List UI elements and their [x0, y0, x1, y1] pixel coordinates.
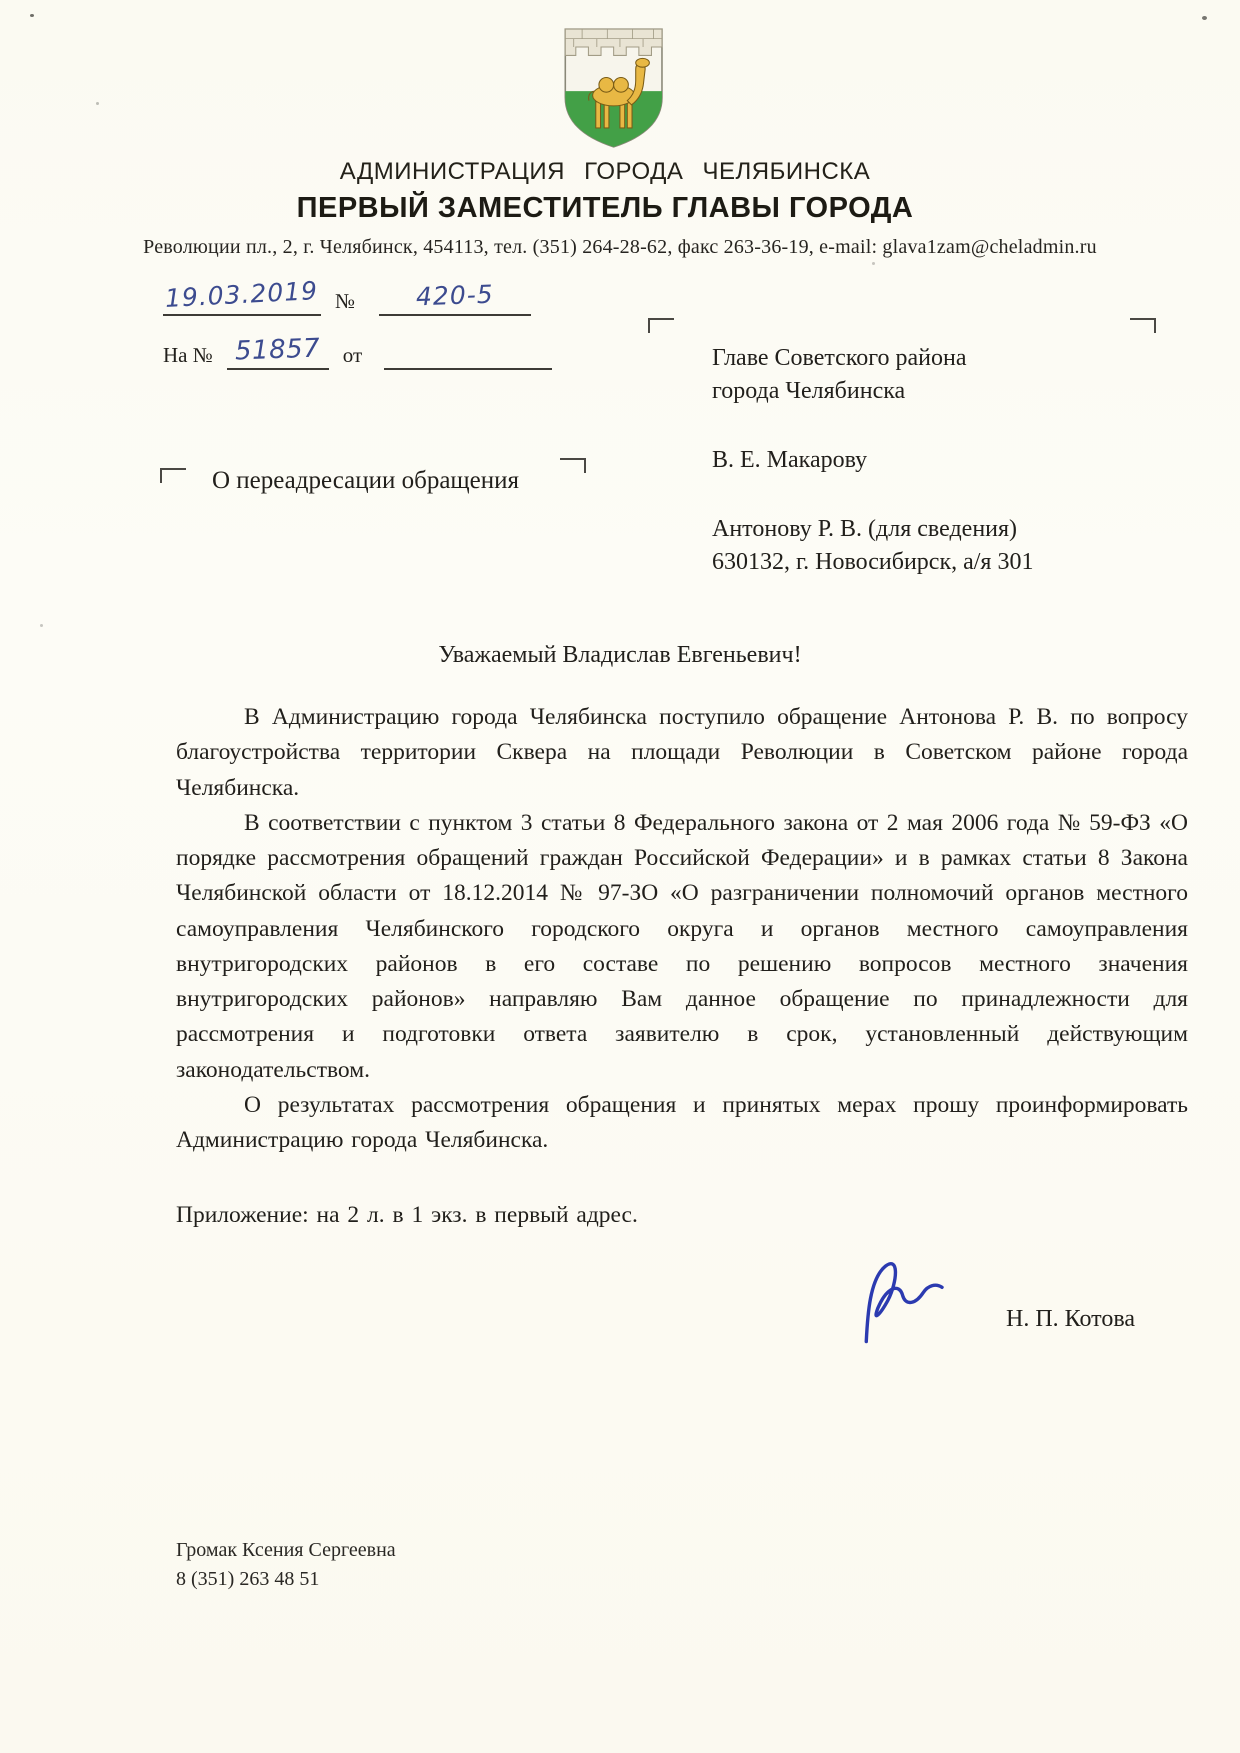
recipient-zone-corner-top-right	[1130, 318, 1156, 333]
salutation: Уважаемый Владислав Евгеньевич!	[438, 642, 802, 668]
body-paragraph: О результатах рассмотрения обращения и принятых мерах прошу проинформировать Администрацию города Челябинска.	[176, 1091, 1188, 1153]
chelyabinsk-coat-of-arms-icon	[561, 26, 667, 155]
handwritten-incoming-number: 51857	[234, 333, 321, 367]
subject-zone-corner-right	[560, 458, 586, 473]
recipient-line: 630132, г. Новосибирск, а/я 301	[712, 549, 1034, 576]
scan-speck	[96, 102, 99, 105]
subject-zone-corner-left	[160, 468, 186, 483]
executor-phone: 8 (351) 263 48 51	[176, 1568, 320, 1590]
executor-block	[176, 1536, 396, 1594]
date-number-row	[163, 276, 583, 316]
recipient-line: Антонову Р. В. (для сведения)	[712, 516, 1018, 543]
incoming-label: На №	[163, 343, 213, 367]
official-title: ПЕРВЫЙ ЗАМЕСТИТЕЛЬ ГЛАВЫ ГОРОДА	[296, 192, 914, 224]
recipient-line: Главе Советского района	[712, 345, 967, 371]
outgoing-number-field	[379, 279, 531, 316]
recipient-line: В. Е. Макарову	[712, 447, 868, 474]
scan-speck	[872, 262, 875, 265]
letter-subject: О переадресации обращения	[212, 467, 520, 494]
letter-body	[176, 700, 1188, 1234]
scan-speck	[1202, 16, 1207, 20]
scan-speck	[40, 624, 43, 627]
handwritten-outgoing-number: 420-5	[415, 279, 495, 312]
body-paragraph: В Администрацию города Челябинска поступило обращение Антонова Р. В. по вопросу благоустройства территории Сквера на площади Революции в Советском районе города Челябинска.	[176, 704, 1188, 801]
recipient-line: города Челябинска	[712, 378, 906, 405]
from-label: от	[342, 343, 363, 367]
scan-speck	[30, 14, 34, 17]
executor-name: Громак Ксения Сергеевна	[176, 1539, 396, 1561]
date-field	[163, 276, 321, 316]
contact-line: Революции пл., 2, г. Челябинск, 454113, тел. (351) 264-28-62, факс 263-36-19, e-mail: glava1zam@cheladmin.ru	[143, 236, 1097, 258]
number-label: №	[335, 289, 356, 313]
recipient-zone-corner-top-left	[648, 318, 674, 333]
recipient-block	[712, 342, 1033, 580]
attachment-line: Приложение: на 2 л. в 1 экз. в первый адрес.	[176, 1202, 638, 1229]
incoming-reference-row	[163, 333, 583, 370]
reference-block	[163, 276, 583, 390]
organization-name: АДМИНИСТРАЦИЯ ГОРОДА ЧЕЛЯБИНСКА	[339, 158, 871, 185]
signer-name: Н. П. Котова	[1006, 1306, 1135, 1332]
incoming-number-field	[227, 333, 329, 370]
handwritten-signature	[842, 1252, 992, 1349]
from-date-field	[384, 336, 552, 370]
body-paragraph: В соответствии с пунктом 3 статьи 8 Федерального закона от 2 мая 2006 года № 59-ФЗ «О порядке рассмотрения обращений граждан Российской Федерации» и в рамках статьи 8 Закона Челябинской области от 18.12.2014 № 97-ЗО «О разграничении полномочий органов местного самоуправления Челябинского городского округа и органов местного самоуправления внутригородских районов в его составе по решению вопросов местного значения внутригородских районов» направляю Вам данное обращение по принадлежности для рассмотрения и подготовки ответа заявителю в срок, установленный действующим законодательством.	[176, 809, 1188, 1083]
handwritten-date: 19.03.2019	[164, 276, 320, 313]
